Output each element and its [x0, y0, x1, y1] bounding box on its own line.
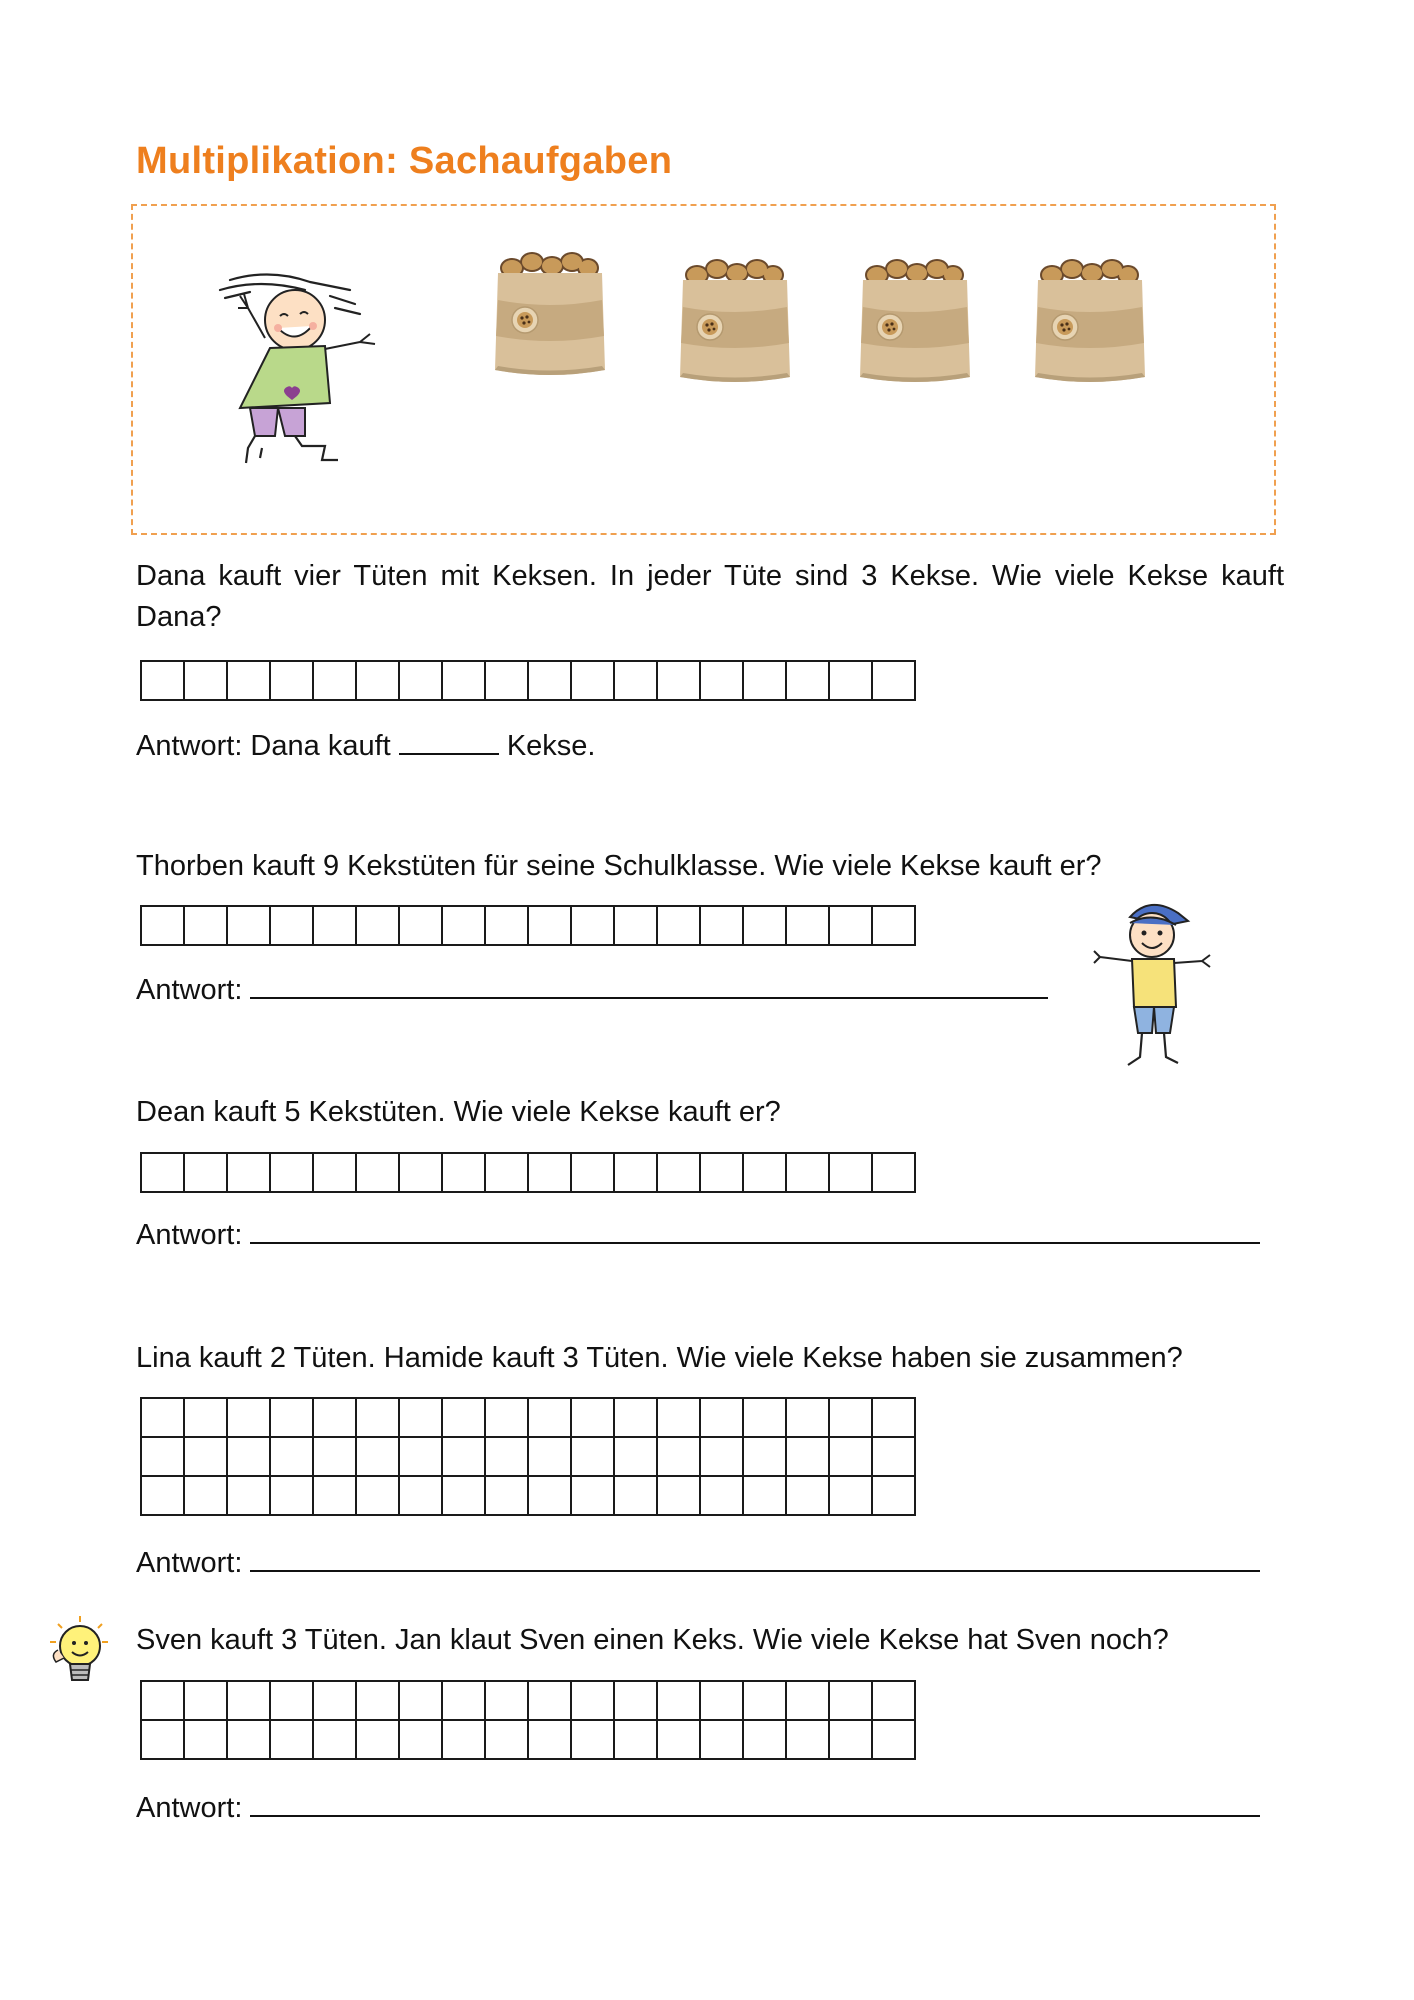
grid-row: [141, 1437, 915, 1476]
grid-cell[interactable]: [485, 1720, 528, 1759]
grid-cell[interactable]: [657, 1437, 700, 1476]
question-5-text: Sven kauft 3 Tüten. Jan klaut Sven einen Keks. Wie viele Kekse hat Sven noch?: [136, 1624, 1169, 1656]
grid-cell[interactable]: [872, 1476, 915, 1515]
grid-cell[interactable]: [614, 1720, 657, 1759]
grid-cell[interactable]: [442, 1398, 485, 1437]
grid-cell[interactable]: [399, 1153, 442, 1192]
grid-cell[interactable]: [270, 1437, 313, 1476]
grid-cell[interactable]: [657, 1476, 700, 1515]
grid-cell[interactable]: [270, 1398, 313, 1437]
grid-cell[interactable]: [571, 661, 614, 700]
answer-grid-1[interactable]: [140, 660, 916, 701]
grid-cell[interactable]: [313, 1681, 356, 1720]
answer-3-prefix: Antwort:: [136, 1219, 243, 1251]
grid-cell[interactable]: [700, 1398, 743, 1437]
grid-cell[interactable]: [356, 1153, 399, 1192]
grid-cell[interactable]: [356, 661, 399, 700]
answer-3-blank[interactable]: [250, 1214, 1260, 1244]
grid-cell[interactable]: [614, 1437, 657, 1476]
grid-cell[interactable]: [184, 1681, 227, 1720]
grid-cell[interactable]: [700, 1153, 743, 1192]
page-title: Multiplikation: Sachaufgaben: [136, 140, 673, 182]
grid-cell[interactable]: [872, 1153, 915, 1192]
grid-cell[interactable]: [270, 1153, 313, 1192]
grid-cell[interactable]: [528, 1398, 571, 1437]
grid-cell[interactable]: [743, 661, 786, 700]
grid-cell[interactable]: [528, 1437, 571, 1476]
grid-row: [141, 1398, 915, 1437]
answer-5-blank[interactable]: [250, 1787, 1260, 1817]
grid-cell[interactable]: [614, 661, 657, 700]
grid-cell[interactable]: [528, 661, 571, 700]
grid-row: [141, 1720, 915, 1759]
grid-cell[interactable]: [528, 906, 571, 945]
grid-cell[interactable]: [184, 1476, 227, 1515]
grid-cell[interactable]: [528, 1681, 571, 1720]
grid-cell[interactable]: [313, 906, 356, 945]
boy-with-cap-clipart-icon: [1090, 895, 1220, 1075]
grid-cell[interactable]: [227, 906, 270, 945]
grid-cell[interactable]: [356, 1720, 399, 1759]
grid-cell[interactable]: [700, 906, 743, 945]
grid-cell[interactable]: [399, 1398, 442, 1437]
grid-cell[interactable]: [743, 1153, 786, 1192]
grid-cell[interactable]: [829, 1153, 872, 1192]
grid-cell[interactable]: [786, 1153, 829, 1192]
grid-cell[interactable]: [399, 1476, 442, 1515]
grid-cell[interactable]: [657, 906, 700, 945]
answer-4-prefix: Antwort:: [136, 1547, 243, 1579]
grid-cell[interactable]: [872, 661, 915, 700]
grid-cell[interactable]: [356, 1681, 399, 1720]
grid-cell[interactable]: [614, 906, 657, 945]
grid-cell[interactable]: [872, 1398, 915, 1437]
grid-cell[interactable]: [184, 1720, 227, 1759]
grid-cell[interactable]: [399, 1437, 442, 1476]
grid-cell[interactable]: [657, 1398, 700, 1437]
grid-cell[interactable]: [141, 1437, 184, 1476]
grid-cell[interactable]: [442, 1681, 485, 1720]
cookie-bag-icon: [855, 255, 975, 390]
grid-cell[interactable]: [399, 1681, 442, 1720]
grid-cell[interactable]: [184, 1437, 227, 1476]
grid-cell[interactable]: [141, 1476, 184, 1515]
grid-cell[interactable]: [184, 1398, 227, 1437]
grid-cell[interactable]: [141, 1153, 184, 1192]
question-1-text: Dana kauft vier Tüten mit Keksen. In jeder Tüte sind 3 Kekse. Wie viele Kekse kauft Dana?: [136, 560, 1284, 633]
answer-line-4: [136, 1542, 1260, 1580]
grid-cell[interactable]: [442, 661, 485, 700]
grid-cell[interactable]: [872, 906, 915, 945]
grid-cell[interactable]: [356, 1476, 399, 1515]
grid-cell[interactable]: [872, 1437, 915, 1476]
grid-cell[interactable]: [227, 661, 270, 700]
grid-cell[interactable]: [184, 906, 227, 945]
grid-cell[interactable]: [184, 661, 227, 700]
grid-cell[interactable]: [141, 661, 184, 700]
grid-cell[interactable]: [872, 1720, 915, 1759]
grid-cell[interactable]: [399, 1720, 442, 1759]
grid-cell[interactable]: [743, 1720, 786, 1759]
grid-cell[interactable]: [786, 1681, 829, 1720]
grid-cell[interactable]: [442, 906, 485, 945]
answer-line-3: [136, 1214, 1260, 1252]
grid-cell[interactable]: [614, 1153, 657, 1192]
grid-cell[interactable]: [485, 1153, 528, 1192]
grid-cell[interactable]: [829, 1398, 872, 1437]
grid-cell[interactable]: [786, 1720, 829, 1759]
grid-cell[interactable]: [700, 1681, 743, 1720]
answer-1-suffix: Kekse.: [506, 730, 596, 762]
cookie-bag-icon: [675, 255, 795, 390]
grid-cell[interactable]: [743, 906, 786, 945]
grid-cell[interactable]: [227, 1720, 270, 1759]
grid-cell[interactable]: [786, 1398, 829, 1437]
grid-cell[interactable]: [485, 1398, 528, 1437]
grid-cell[interactable]: [829, 661, 872, 700]
answer-line-5: [136, 1787, 1260, 1825]
grid-cell[interactable]: [227, 1681, 270, 1720]
grid-cell[interactable]: [829, 1476, 872, 1515]
grid-row: [141, 661, 915, 700]
answer-grid-5[interactable]: [140, 1680, 916, 1760]
grid-cell[interactable]: [571, 1720, 614, 1759]
grid-cell[interactable]: [700, 1476, 743, 1515]
cookie-bag-icon: [1030, 255, 1150, 390]
grid-cell[interactable]: [270, 661, 313, 700]
grid-cell[interactable]: [571, 1476, 614, 1515]
answer-2-prefix: Antwort:: [136, 974, 243, 1006]
grid-cell[interactable]: [141, 1398, 184, 1437]
grid-cell[interactable]: [313, 1153, 356, 1192]
grid-cell[interactable]: [571, 1398, 614, 1437]
grid-cell[interactable]: [571, 1437, 614, 1476]
answer-line-2: [136, 969, 1048, 1007]
grid-cell[interactable]: [356, 1437, 399, 1476]
grid-cell[interactable]: [528, 1720, 571, 1759]
grid-row: [141, 1476, 915, 1515]
grid-cell[interactable]: [227, 1476, 270, 1515]
grid-cell[interactable]: [528, 1153, 571, 1192]
grid-cell[interactable]: [442, 1476, 485, 1515]
grid-cell[interactable]: [227, 1153, 270, 1192]
grid-cell[interactable]: [872, 1681, 915, 1720]
grid-cell[interactable]: [442, 1437, 485, 1476]
grid-cell[interactable]: [313, 661, 356, 700]
grid-cell[interactable]: [786, 1476, 829, 1515]
question-2-text: Thorben kauft 9 Kekstüten für seine Schulklasse. Wie viele Kekse kauft er?: [136, 850, 1102, 882]
grid-cell[interactable]: [485, 1681, 528, 1720]
grid-cell[interactable]: [528, 1476, 571, 1515]
question-3-text: Dean kauft 5 Kekstüten. Wie viele Kekse kauft er?: [136, 1096, 781, 1128]
grid-row: [141, 906, 915, 945]
grid-cell[interactable]: [313, 1720, 356, 1759]
answer-grid-3[interactable]: [140, 1152, 916, 1193]
grid-cell[interactable]: [829, 1681, 872, 1720]
grid-cell[interactable]: [657, 1681, 700, 1720]
answer-5-prefix: Antwort:: [136, 1792, 243, 1824]
grid-cell[interactable]: [829, 1437, 872, 1476]
grid-cell[interactable]: [141, 1720, 184, 1759]
grid-cell[interactable]: [313, 1398, 356, 1437]
lightbulb-icon: [44, 1614, 114, 1692]
grid-cell[interactable]: [571, 1681, 614, 1720]
grid-cell[interactable]: [743, 1681, 786, 1720]
answer-1-blank[interactable]: [399, 725, 499, 755]
answer-grid-4[interactable]: [140, 1397, 916, 1516]
grid-cell[interactable]: [399, 906, 442, 945]
grid-cell[interactable]: [657, 1720, 700, 1759]
grid-cell[interactable]: [614, 1398, 657, 1437]
grid-cell[interactable]: [270, 1681, 313, 1720]
grid-cell[interactable]: [313, 1476, 356, 1515]
grid-cell[interactable]: [227, 1437, 270, 1476]
grid-cell[interactable]: [829, 906, 872, 945]
grid-cell[interactable]: [571, 906, 614, 945]
question-4-text: Lina kauft 2 Tüten. Hamide kauft 3 Tüten. Wie viele Kekse haben sie zusammen?: [136, 1342, 1183, 1374]
grid-cell[interactable]: [313, 1437, 356, 1476]
grid-cell[interactable]: [485, 661, 528, 700]
grid-cell[interactable]: [786, 906, 829, 945]
grid-cell[interactable]: [442, 1720, 485, 1759]
grid-cell[interactable]: [227, 1398, 270, 1437]
grid-cell[interactable]: [442, 1153, 485, 1192]
grid-cell[interactable]: [657, 1153, 700, 1192]
grid-cell[interactable]: [141, 906, 184, 945]
grid-cell[interactable]: [614, 1681, 657, 1720]
answer-line-1: [136, 725, 595, 763]
grid-cell[interactable]: [743, 1437, 786, 1476]
grid-cell[interactable]: [270, 1476, 313, 1515]
answer-1-prefix: Antwort: Dana kauft: [136, 730, 391, 762]
grid-cell[interactable]: [829, 1720, 872, 1759]
cookie-bag-icon: [490, 248, 610, 383]
grid-cell[interactable]: [571, 1153, 614, 1192]
grid-cell[interactable]: [614, 1476, 657, 1515]
grid-cell[interactable]: [356, 1398, 399, 1437]
answer-2-blank[interactable]: [250, 969, 1048, 999]
girl-clipart-icon: [210, 268, 390, 473]
grid-cell[interactable]: [141, 1681, 184, 1720]
grid-cell[interactable]: [700, 1720, 743, 1759]
grid-cell[interactable]: [184, 1153, 227, 1192]
grid-cell[interactable]: [657, 661, 700, 700]
grid-row: [141, 1153, 915, 1192]
answer-4-blank[interactable]: [250, 1542, 1260, 1572]
grid-cell[interactable]: [399, 661, 442, 700]
grid-cell[interactable]: [270, 1720, 313, 1759]
grid-cell[interactable]: [485, 1476, 528, 1515]
grid-cell[interactable]: [700, 1437, 743, 1476]
grid-cell[interactable]: [485, 1437, 528, 1476]
grid-cell[interactable]: [786, 1437, 829, 1476]
grid-cell[interactable]: [270, 906, 313, 945]
grid-cell[interactable]: [700, 661, 743, 700]
grid-cell[interactable]: [743, 1398, 786, 1437]
grid-cell[interactable]: [743, 1476, 786, 1515]
answer-grid-2[interactable]: [140, 905, 916, 946]
grid-cell[interactable]: [356, 906, 399, 945]
grid-cell[interactable]: [786, 661, 829, 700]
grid-cell[interactable]: [485, 906, 528, 945]
grid-row: [141, 1681, 915, 1720]
